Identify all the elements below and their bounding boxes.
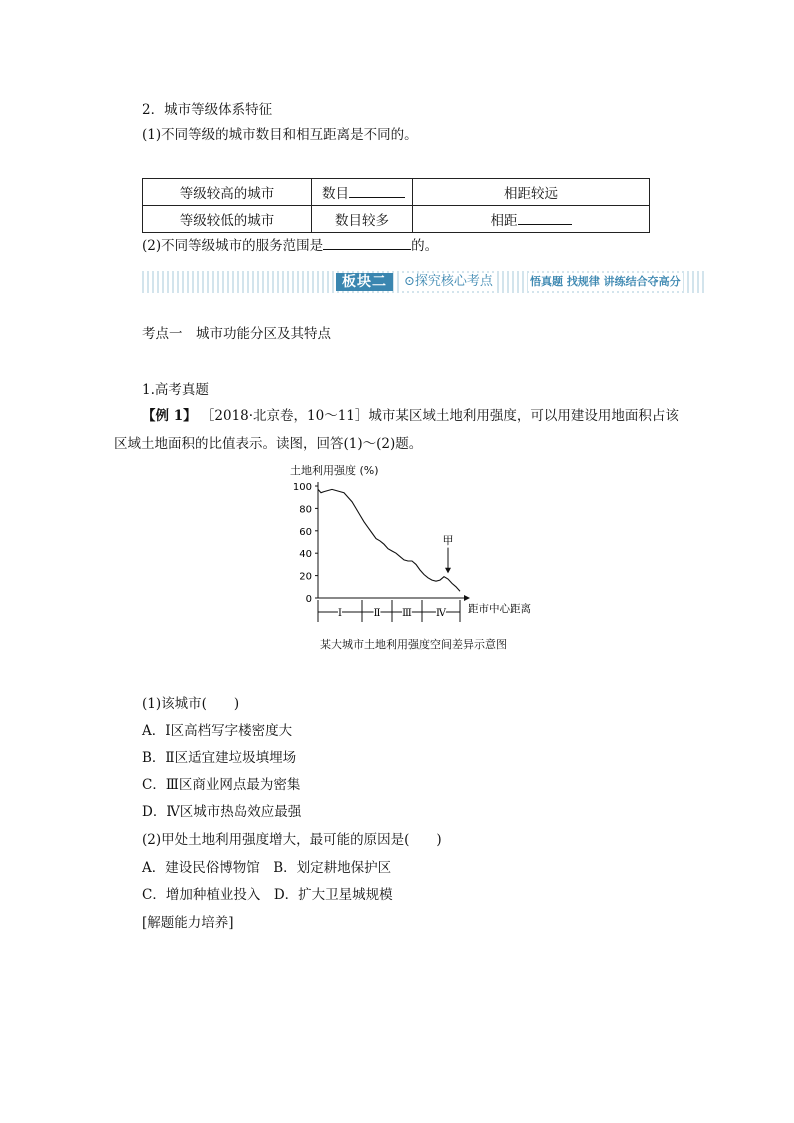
y-tick-label: 80 <box>299 504 312 516</box>
annotation-label: 甲 <box>442 534 454 548</box>
question-2: (2)甲处土地利用强度增大，最可能的原因是( ) <box>142 832 442 848</box>
table-row <box>143 179 650 206</box>
example-text: ［2018·北京卷，10～11］城市某区域土地利用强度，可以用建设用地面积占该 <box>200 408 679 424</box>
chart-ylabel: 土地利用强度 (%) <box>290 464 379 477</box>
table-cell: 数目较多 <box>312 206 413 233</box>
zone-label: Ⅲ <box>402 608 412 619</box>
kaodian-heading: 考点一 城市功能分区及其特点 <box>142 326 331 342</box>
table-cell: 相距较远 <box>413 179 650 206</box>
example-line-2: 区域土地面积的比值表示。读图，回答(1)～(2)题。 <box>114 436 423 452</box>
q1-option-b[interactable]: B．Ⅱ区适宜建垃圾填埋场 <box>142 750 297 766</box>
table-cell: 数目 <box>312 179 413 206</box>
fill-blank[interactable] <box>323 235 411 250</box>
chart-title: 某大城市土地利用强度空间差异示意图 <box>320 638 507 651</box>
y-tick-label: 60 <box>299 526 312 538</box>
section2-heading: 2．城市等级体系特征 <box>142 102 273 118</box>
example-label: 【例 1】 <box>142 408 197 424</box>
table-row <box>143 206 650 233</box>
y-tick-label: 0 <box>305 594 312 605</box>
q1-option-c[interactable]: C．Ⅲ区商业网点最为密集 <box>142 777 301 793</box>
section-banner <box>142 271 704 293</box>
land-use-chart <box>280 474 580 634</box>
table-cell: 等级较高的城市 <box>143 179 312 206</box>
gaokao-heading: 1.高考真题 <box>142 382 209 398</box>
q2-options-row-1[interactable]: A．建设民俗博物馆 B．划定耕地保护区 <box>142 860 392 876</box>
annotation-arrowhead <box>445 568 451 574</box>
table-cell: 相距 <box>413 206 650 233</box>
point-2-text: (2)不同等级城市的服务范围是 的。 <box>142 234 438 254</box>
table-cell: 等级较低的城市 <box>143 206 312 233</box>
y-tick-label: 40 <box>299 549 312 561</box>
q2-options-row-2[interactable]: C．增加种植业投入 D．扩大卫星城规模 <box>142 887 393 903</box>
fill-blank[interactable] <box>518 210 572 225</box>
banner-tag: 板块二 <box>336 273 393 291</box>
ability-heading: [解题能力培养] <box>142 915 234 931</box>
zone-label: Ⅰ <box>338 608 342 619</box>
land-use-curve <box>318 489 460 591</box>
zone-label: Ⅱ <box>373 608 381 619</box>
banner-subtitle: ⊙探究核心考点 <box>400 273 497 291</box>
q1-option-d[interactable]: D．Ⅳ区城市热岛效应最强 <box>142 804 302 820</box>
x-axis-arrow <box>464 595 470 601</box>
city-hierarchy-table <box>142 178 650 233</box>
question-1: (1)该城市( ) <box>142 696 240 712</box>
banner-motto: 悟真题 找规律 讲练结合夺高分 <box>528 273 683 291</box>
point-1-text: (1)不同等级的城市数目和相互距离是不同的。 <box>142 127 418 143</box>
fill-blank[interactable] <box>349 183 405 198</box>
example-line-1 <box>142 404 679 424</box>
y-tick-label: 20 <box>299 571 312 583</box>
y-tick-label: 100 <box>292 482 312 493</box>
x-axis-label: 距市中心距离 <box>468 603 531 615</box>
q1-option-a[interactable]: A．Ⅰ区高档写字楼密度大 <box>142 723 293 739</box>
zone-label: Ⅳ <box>436 608 446 619</box>
